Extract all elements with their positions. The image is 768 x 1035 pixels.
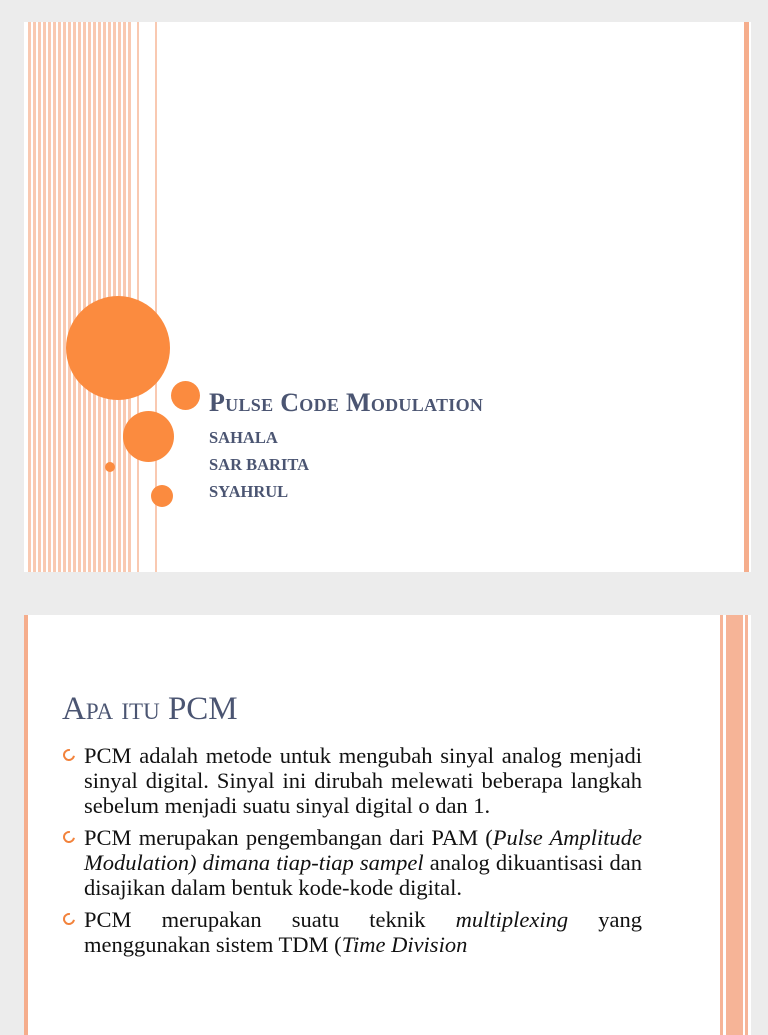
edge-stripe: [744, 22, 749, 572]
decorative-circle: [171, 381, 200, 410]
title-block: [209, 388, 483, 505]
bullet-icon: [61, 911, 78, 928]
bullet-text: PCM adalah metode untuk mengubah sinyal analog menjadi sinyal digital. Sinyal ini dirubah melewati beberapa langkah sebelum menjadi suatu sinyal digital o dan 1.: [84, 743, 642, 818]
bullet-item: [62, 907, 642, 957]
decorative-circle: [151, 485, 173, 507]
bullet-text: PCM merupakan pengembangan dari PAM (: [84, 825, 493, 850]
bullet-text: PCM merupakan suatu teknik: [84, 907, 456, 932]
author-list: [209, 424, 483, 505]
bullet-icon: [61, 747, 78, 764]
decorative-circle: [66, 296, 170, 400]
slide-heading: Apa itu PCM: [62, 691, 238, 727]
decorative-circle: [105, 462, 115, 472]
bullet-text: analog dikuantisasi dan disajikan dalam bentuk kode-kode digital.: [84, 850, 642, 900]
bullet-text: Time Division: [341, 932, 468, 957]
decorative-stripes: [24, 22, 157, 572]
bullet-icon: [61, 829, 78, 846]
edge-stripe: [24, 615, 28, 1035]
bullet-text: Pulse Amplitude Modulation) dimana tiap-tiap sampel: [84, 825, 642, 875]
bullet-text: yang menggunakan sistem TDM (: [84, 907, 642, 957]
decorative-stripes: [717, 615, 751, 1035]
bullet-item: [62, 825, 642, 900]
decorative-circle: [123, 411, 174, 462]
bullet-item: [62, 743, 642, 818]
title-slide: [24, 22, 751, 572]
bullet-text: multiplexing: [455, 907, 569, 932]
content-slide: [24, 615, 751, 1035]
author-name: SAR BARITA: [209, 455, 310, 474]
author-name: SYAHRUL: [209, 482, 289, 501]
bullet-list: [62, 743, 642, 964]
author-name: SAHALA: [209, 428, 278, 447]
slide-title: Pulse Code Modulation: [209, 388, 484, 417]
